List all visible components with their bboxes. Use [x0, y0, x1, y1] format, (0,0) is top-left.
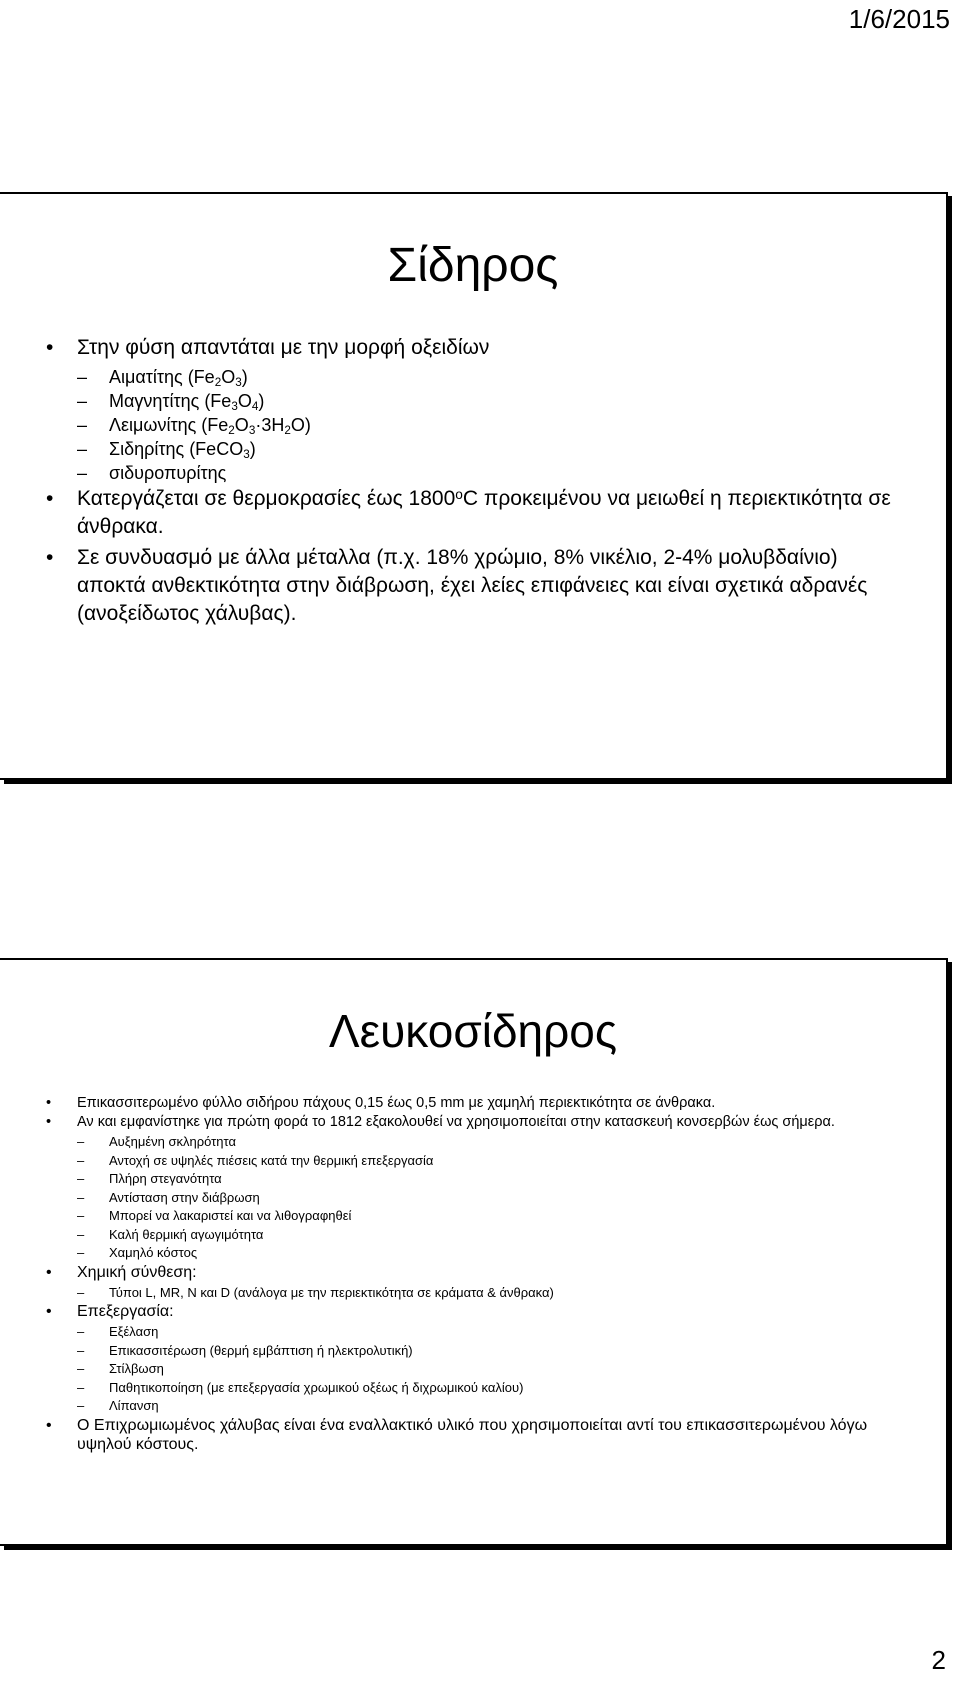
processing-item: – Εξέλαση — [44, 1323, 904, 1342]
property-item: – Αυξημένη σκληρότητα — [44, 1133, 904, 1152]
dash-icon: – — [77, 391, 88, 411]
bullet-item: • Χημική σύνθεση: — [46, 1263, 197, 1281]
dash-icon: – — [77, 439, 88, 459]
processing-item: – Λίπανση — [44, 1397, 904, 1416]
document-date: 1/6/2015 — [848, 4, 950, 34]
mineral-siderite: – Σιδηρίτης (FeCO$_3$) — [77, 439, 256, 461]
processing-item: – Επικασσιτέρωση (θερμή εμβάπτιση ή ηλεκτρολυτική) — [44, 1342, 904, 1361]
composition-item: – Τύποι L, MR, N και D (ανάλογα με την περιεκτικότητα σε κράματα & άνθρακα) — [44, 1284, 904, 1303]
bullet-item: • Επικασσιτερωμένο φύλλο σιδήρου πάχους 0,15 έως 0,5 mm με χαμηλή περιεκτικότητα σε άνθρακα. — [46, 1095, 716, 1111]
bullet-item: • Σε συνδυασμό με άλλα μέταλλα (π.χ. 18% χρώμιο, 8% νικέλιο, 2-4% μολυβδαίνιο) αποκτά ανθεκτικότητα στην διάβρωση, έχει λείες επιφάνειες και είναι σχετικά αδρανές (ανοξείδωτος χάλυβας). — [46, 546, 868, 625]
bullet-icon: • — [46, 336, 54, 359]
property-item: – Πλήρη στεγανότητα — [44, 1170, 904, 1189]
dash-icon: – — [77, 1398, 85, 1413]
property-item: – Μπορεί να λακαριστεί και να λιθογραφηθεί — [44, 1207, 904, 1226]
dash-icon: – — [77, 415, 88, 435]
bullet-item: • Αν και εμφανίστηκε για πρώτη φορά το 1812 εξακολουθεί να χρησιμοποιείται στην κατασκευή κονσερβών έως σήμερα. — [46, 1114, 835, 1130]
dash-icon: – — [77, 1171, 85, 1186]
dash-icon: – — [77, 1284, 85, 1300]
dash-icon: – — [77, 1324, 85, 1339]
slide-title: Σίδηρος — [387, 239, 559, 292]
dash-icon: – — [77, 1208, 85, 1223]
dash-icon: – — [77, 463, 88, 483]
page-number: 2 — [931, 1645, 946, 1675]
bullet-item: • Επεξεργασία: — [46, 1303, 174, 1320]
dash-icon: – — [77, 1226, 85, 1242]
dash-icon: – — [77, 367, 88, 387]
dash-icon: – — [77, 1189, 85, 1205]
bullet-icon: • — [46, 546, 54, 569]
bullet-icon: • — [46, 1416, 52, 1434]
bullet-item: • Κατεργάζεται σε θερμοκρασίες έως 1800$^o$C προκειμένου να μειωθεί η περιεκτικότητα σε άνθρακα. — [46, 486, 891, 538]
bullet-icon: • — [46, 1303, 52, 1320]
dash-icon: – — [77, 1342, 85, 1358]
dash-icon: – — [77, 1152, 85, 1168]
mineral-pyrite: – σιδυροπυρίτης — [77, 463, 227, 483]
bullet-icon: • — [46, 1263, 52, 1281]
bullet-item: • Ο Επιχρωμιωμένος χάλυβας είναι ένα εναλλακτικό υλικό που χρησιμοποιείται αντί του επικασσιτερωμένου λόγω υψηλού κόστους. — [46, 1416, 868, 1453]
processing-item: – Παθητικοποίηση (με επεξεργασία χρωμικού οξέως ή διχρωμικού καλίου) — [44, 1379, 904, 1398]
slide-iron — [0, 192, 948, 780]
bullet-icon: • — [46, 1095, 52, 1111]
dash-icon: – — [77, 1245, 85, 1260]
processing-item: – Στίλβωση — [44, 1360, 904, 1379]
mineral-limonite: – Λειμωνίτης $(Fe_2O_3\cdot 3H_2O)$ — [77, 415, 311, 437]
bullet-item: • Στην φύση απαντάται με την μορφή οξειδίων — [44, 334, 904, 362]
slide-tinplate — [0, 958, 948, 1546]
dash-icon: – — [77, 1361, 85, 1376]
property-item: – Καλή θερμική αγωγιμότητα — [44, 1226, 904, 1245]
dash-icon: – — [77, 1379, 85, 1395]
slide-title: Λευκοσίδηρος — [328, 1005, 618, 1057]
property-item: – Αντίσταση στην διάβρωση — [44, 1189, 904, 1208]
property-item: – Αντοχή σε υψηλές πιέσεις κατά την θερμική επεξεργασία — [44, 1152, 904, 1171]
bullet-list — [44, 334, 904, 631]
property-item: – Χαμηλό κόστος — [44, 1244, 904, 1263]
mineral-hematite: – Αιματίτης $(Fe_2O_3)$ — [77, 367, 248, 389]
bullet-list — [44, 1095, 904, 1456]
bullet-icon: • — [46, 487, 54, 510]
dash-icon: – — [77, 1134, 85, 1149]
mineral-magnetite: – Μαγνητίτης $(Fe_3O_4)$ — [77, 391, 265, 413]
bullet-icon: • — [46, 1114, 52, 1130]
